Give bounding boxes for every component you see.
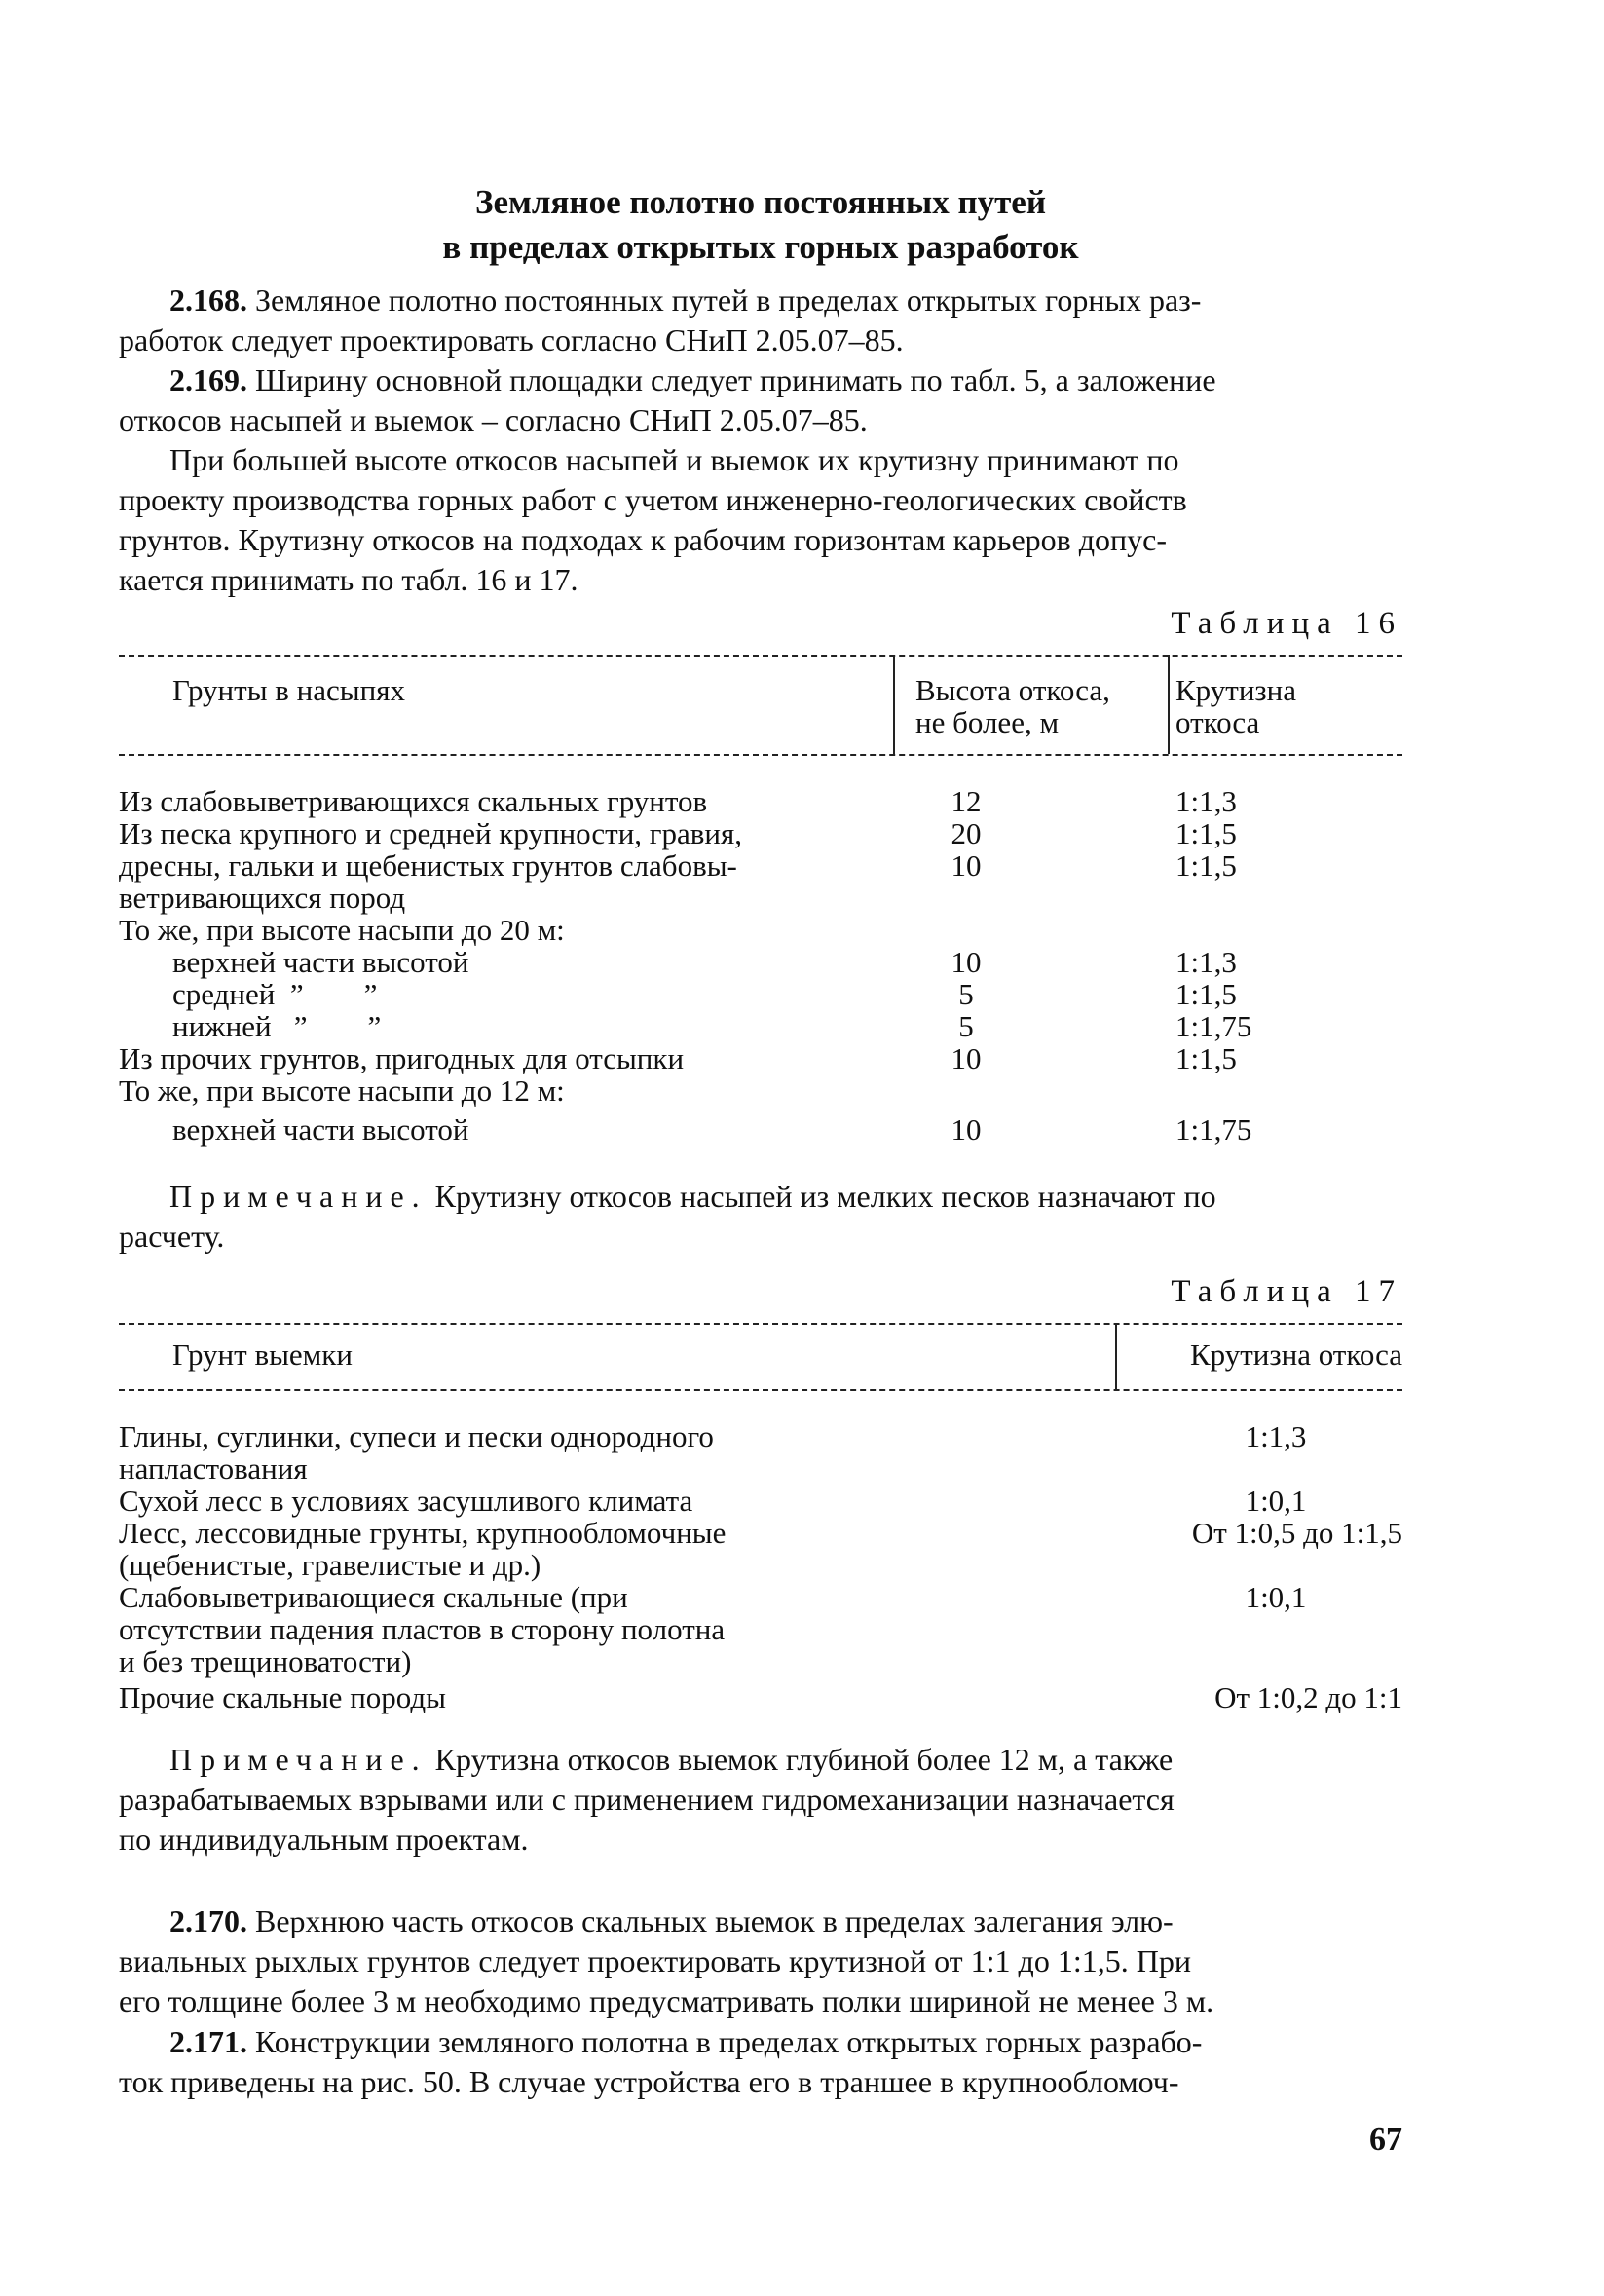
table-cell: От 1:0,2 до 1:1: [1214, 1680, 1402, 1714]
table-17-header-rule: [119, 1389, 1402, 1391]
table-cell: средней ” ”: [172, 977, 378, 1011]
paragraph-text: Конструкции земляного полотна в пределах открытых горных разрабо-: [255, 2024, 1203, 2059]
table-cell: (щебенистые, гравелистые и др.): [119, 1548, 541, 1582]
note-text: Крутизну откосов насыпей из мелких песков назначают по: [427, 1179, 1216, 1214]
page-number: 67: [1369, 2122, 1402, 2158]
table-cell: 1:1,75: [1175, 1112, 1252, 1147]
table-cell: 10: [951, 945, 982, 979]
table-cell: 20: [951, 816, 982, 850]
table-16-header-soils: Грунты в насыпях: [172, 673, 405, 707]
table-cell: 1:0,1: [1245, 1484, 1307, 1518]
table-cell: Сухой лесс в условиях засушливого климата: [119, 1484, 693, 1518]
section-title-line-2: в пределах открытых горных разработок: [442, 228, 1079, 266]
table-cell: Из слабовыветривающихся скальных грунтов: [119, 784, 708, 818]
table-17-caption: Таблица 17: [1171, 1274, 1402, 1309]
table-cell: 10: [951, 1112, 982, 1147]
table-row: [119, 978, 1402, 1010]
table-row: [119, 1074, 1402, 1107]
table-row: [119, 1010, 1402, 1042]
paragraph-text-line: работок следует проектировать согласно СНиП 2.05.07–85.: [119, 322, 904, 358]
clause-number: 2.169.: [169, 362, 247, 397]
table-cell: 12: [951, 784, 982, 818]
note-label: Примечание.: [169, 1742, 428, 1777]
paragraph-text: Ширину основной площадки следует принимать по табл. 5, а заложение: [255, 362, 1216, 397]
table-17-top-rule: [119, 1323, 1402, 1325]
table-16-header-height: Высота откоса, не более, м: [915, 673, 1110, 739]
table-cell: Глины, суглинки, супеси и пески однородного: [119, 1419, 714, 1453]
clause-number: 2.168.: [169, 282, 247, 318]
clause-number: 2.170.: [169, 1903, 247, 1938]
table-cell: напластования: [119, 1451, 308, 1486]
paragraph-2-168: [119, 281, 1402, 360]
table-row: [119, 914, 1402, 946]
table-16-column-divider: [893, 655, 895, 754]
table-cell: 1:1,5: [1175, 848, 1237, 883]
note-text: Крутизна откосов выемок глубиной более 12 м, а также: [427, 1742, 1174, 1777]
table-17-column-divider: [1115, 1323, 1117, 1389]
paragraph-text-line: виальных рыхлых грунтов следует проектировать крутизной от 1:1 до 1:1,5. При: [119, 1943, 1191, 1978]
table-row: [119, 882, 1402, 914]
table-row: [119, 849, 1402, 882]
table-17-note: [119, 1740, 1402, 1860]
paragraph-text: При большей высоте откосов насыпей и выемок их крутизну принимают по: [169, 442, 1179, 477]
table-cell: Прочие скальные породы: [119, 1680, 446, 1714]
table-cell: ветривающихся пород: [119, 881, 406, 915]
table-cell: 1:1,5: [1175, 1041, 1237, 1075]
table-cell: То же, при высоте насыпи до 12 м:: [119, 1073, 565, 1108]
paragraph-text-line: кается принимать по табл. 16 и 17.: [119, 562, 578, 597]
table-cell: 10: [951, 848, 982, 883]
table-16-caption: Таблица 16: [1171, 606, 1402, 641]
table-row: [119, 785, 1402, 817]
paragraph-text-line: откосов насыпей и выемок – согласно СНиП 2.05.07–85.: [119, 402, 868, 437]
table-16-top-rule: [119, 655, 1402, 657]
table-cell: верхней части высотой: [172, 945, 469, 979]
table-cell: Из песка крупного и средней крупности, гравия,: [119, 816, 743, 850]
paragraph-2-169: [119, 360, 1402, 440]
paragraph-2-171: [119, 2022, 1402, 2102]
table-16-column-divider: [1168, 655, 1170, 754]
table-cell: 1:1,75: [1175, 1009, 1252, 1043]
table-cell: 1:1,5: [1175, 977, 1237, 1011]
note-text-line: разрабатываемых взрывами или с применением гидромеханизации назначается: [119, 1782, 1175, 1817]
paragraph-2-170: [119, 1901, 1402, 2021]
table-cell: Из прочих грунтов, пригодных для отсыпки: [119, 1041, 685, 1075]
table-cell: и без трещиноватости): [119, 1644, 412, 1678]
paragraph-text-line: проекту производства горных работ с учетом инженерно-геологических свойств: [119, 482, 1187, 517]
note-text-line: по индивидуальным проектам.: [119, 1822, 529, 1857]
paragraph-text: Земляное полотно постоянных путей в пределах открытых горных раз-: [255, 282, 1202, 318]
table-cell: 1:1,3: [1175, 784, 1237, 818]
paragraph-text: Верхнюю часть откосов скальных выемок в пределах залегания элю-: [255, 1903, 1174, 1938]
table-row: [119, 1113, 1402, 1146]
table-cell: То же, при высоте насыпи до 20 м:: [119, 913, 565, 947]
table-cell: 1:1,3: [1245, 1419, 1307, 1453]
clause-number: 2.171.: [169, 2024, 247, 2059]
table-cell: 10: [951, 1041, 982, 1075]
table-16-header-rule: [119, 754, 1402, 756]
note-label: Примечание.: [169, 1179, 428, 1214]
table-row: [119, 817, 1402, 849]
table-cell: 5: [958, 977, 974, 1011]
note-text-line: расчету.: [119, 1219, 225, 1254]
table-cell: 1:1,3: [1175, 945, 1237, 979]
paragraph-text-line: ток приведены на рис. 50. В случае устройства его в траншее в крупнообломоч-: [119, 2064, 1179, 2099]
table-row: [119, 946, 1402, 978]
document-page: [119, 0, 1402, 2296]
table-17-header-slope: Крутизна откоса: [1189, 1337, 1402, 1372]
table-16-header-slope: Крутизна откоса: [1175, 673, 1296, 739]
table-cell: 1:1,5: [1175, 816, 1237, 850]
section-title: [119, 180, 1402, 270]
table-16-note: [119, 1177, 1402, 1257]
section-title-line-1: Земляное полотно постоянных путей: [474, 183, 1047, 221]
table-row: [119, 1042, 1402, 1074]
table-17-header-soil: Грунт выемки: [172, 1337, 353, 1372]
table-cell: 1:0,1: [1245, 1580, 1307, 1614]
table-cell: От 1:0,5 до 1:1,5: [1191, 1516, 1402, 1550]
table-cell: 5: [958, 1009, 974, 1043]
table-cell: Лесс, лессовидные грунты, крупнообломочные: [119, 1516, 727, 1550]
table-cell: Слабовыветривающиеся скальные (при: [119, 1580, 628, 1614]
paragraph-slopes: [119, 440, 1402, 600]
table-cell: отсутствии падения пластов в сторону полотна: [119, 1612, 726, 1646]
paragraph-text-line: грунтов. Крутизну откосов на подходах к рабочим горизонтам карьеров допус-: [119, 522, 1168, 557]
paragraph-text-line: его толщине более 3 м необходимо предусматривать полки шириной не менее 3 м.: [119, 1983, 1214, 2018]
table-cell: нижней ” ”: [172, 1009, 382, 1043]
table-cell: верхней части высотой: [172, 1112, 469, 1147]
table-cell: дресны, гальки и щебенистых грунтов слабовы-: [119, 848, 737, 883]
